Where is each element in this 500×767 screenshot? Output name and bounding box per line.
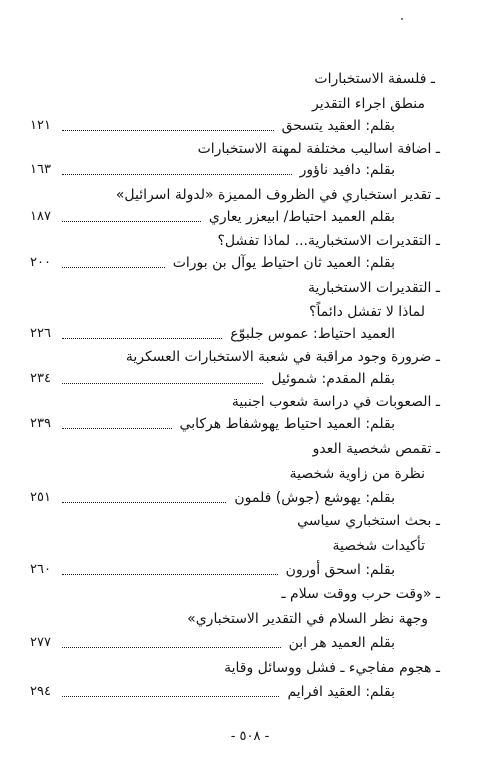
page-ref: ٢٣٩	[30, 416, 51, 431]
page-ref: ٢٧٧	[30, 635, 51, 650]
toc-entry	[30, 561, 470, 579]
page-ref: ١٨٧	[30, 209, 51, 224]
dot-leader	[62, 130, 274, 131]
toc-title: ـ ضرورة وجود مراقبة في شعبة الاستخبارات العسكرية	[125, 349, 440, 365]
dot-leader	[62, 502, 226, 503]
toc-title: ـ هجوم مفاجيء ـ فشل ووسائل وقاية	[224, 660, 440, 676]
toc-title: ـ تقدير استخباري في الظروف المميزة «لدولة اسرائيل»	[115, 187, 440, 203]
stray-dot	[401, 18, 403, 20]
toc-entry	[30, 325, 470, 343]
page-ref: ٢٩٤	[30, 684, 51, 699]
toc-title: ـ فلسفة الاستخبارات	[314, 71, 435, 87]
toc-title: ـ «وقت حرب ووقت سلام ـ	[281, 586, 440, 602]
page-ref: ٢٣٤	[30, 371, 51, 386]
toc-title: منطق اجراء التقدير	[312, 96, 425, 112]
dot-leader	[62, 174, 292, 175]
toc-entry	[30, 370, 470, 388]
toc-entry	[30, 489, 470, 507]
author-line: بقلم المقدم: شموئيل	[271, 371, 395, 387]
dot-leader	[62, 383, 263, 384]
author-line: العميد احتياط: عموس جلبوّع	[230, 326, 395, 342]
author-line: بقلم: العميد ثان احتياط يوآل بن بورات	[172, 255, 395, 271]
page-ref: ٢٦٠	[30, 562, 51, 577]
dot-leader	[62, 221, 201, 222]
page-ref: ١٦٣	[30, 162, 51, 177]
page-ref: ١٢١	[30, 118, 51, 133]
toc-title: ـ بحث استخباري سياسي	[297, 513, 440, 529]
author-line: بقلم: العميد احتياط يهوشفاط هركابي	[179, 416, 395, 432]
dot-leader	[62, 267, 165, 268]
dot-leader	[62, 696, 279, 697]
author-line: بقلم العميد هر ابن	[288, 635, 395, 651]
page-ref: ٢٥١	[30, 490, 51, 505]
toc-title: ـ تقمص شخصية العدو	[312, 441, 440, 457]
toc-title: نظرة من زاوية شخصية	[289, 466, 425, 482]
author-line: بقلم: العقيد افرايم	[287, 684, 395, 700]
toc-title: ـ التقديرات الاستخبارية	[307, 280, 440, 296]
toc-entry	[30, 117, 470, 135]
author-line: بقلم: يهوشع (جوش) فلمون	[234, 490, 395, 506]
toc-title: لماذا لا تفشل دائماً؟	[309, 304, 425, 320]
author-line: بقلم: دافيد ناؤور	[299, 162, 395, 178]
toc-title: ـ اضافة اساليب مختلفة لمهنة الاستخبارات	[197, 141, 440, 157]
dot-leader	[62, 338, 222, 339]
toc-entry	[30, 208, 470, 226]
author-line: بقلم: العقيد يتسحق	[281, 118, 395, 134]
author-line: بقلم: اسحق أورون	[285, 562, 395, 578]
page-ref: ٢٠٠	[30, 255, 51, 270]
dot-leader	[62, 647, 281, 648]
toc-entry	[30, 161, 470, 179]
toc-entry	[30, 634, 470, 652]
dot-leader	[62, 428, 172, 429]
page-ref: ٢٢٦	[30, 326, 51, 341]
toc-entry	[30, 415, 470, 433]
toc-title: تأكيدات شخصية	[332, 538, 425, 554]
dot-leader	[62, 574, 278, 575]
toc-title: ـ الصعوبات في دراسة شعوب اجنبية	[231, 394, 440, 410]
toc-entry	[30, 683, 470, 701]
page-number: - ٥٠٨ -	[230, 729, 270, 744]
author-line: بقلم العميد احتياط/ ابيعزر يعاري	[208, 209, 395, 225]
toc-title: ـ التقديرات الاستخبارية... لماذا تفشل؟	[217, 233, 440, 249]
toc-title: وجهة نظر السلام في التقدير الاستخباري»	[187, 611, 428, 627]
toc-entry	[30, 254, 470, 272]
